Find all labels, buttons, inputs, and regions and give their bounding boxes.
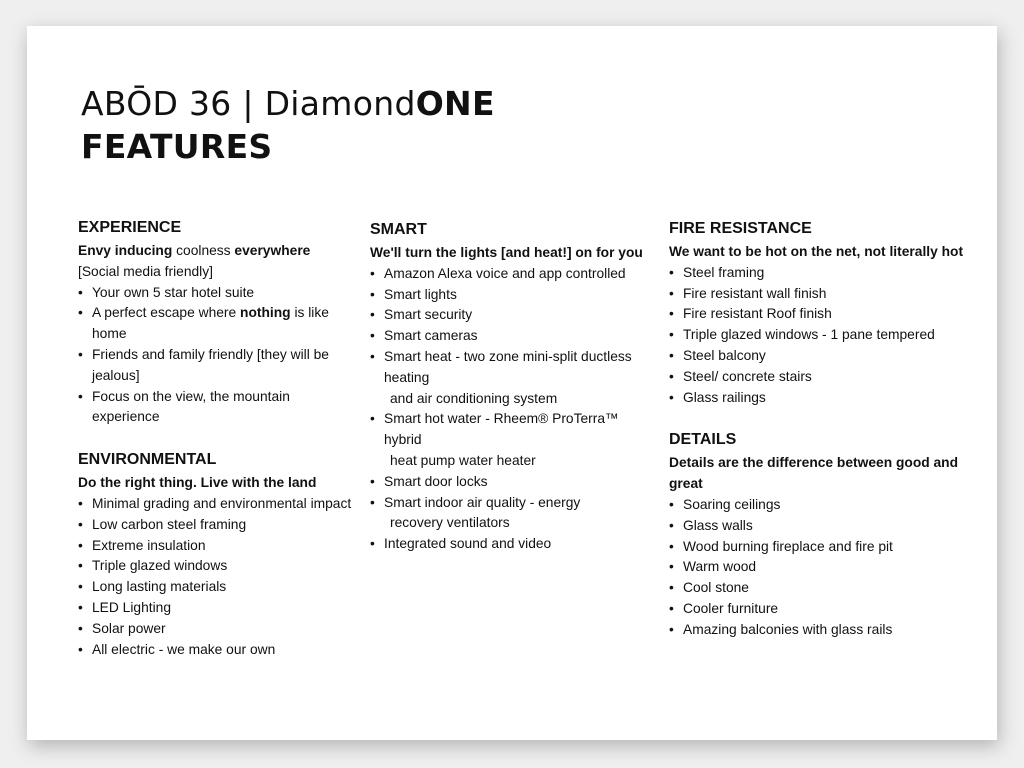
section-heading: SMART <box>370 221 427 238</box>
list-item: • Warm wood <box>669 557 969 578</box>
list-item: • Your own 5 star hotel suite <box>78 283 358 304</box>
list-item: • Triple glazed windows <box>78 556 358 577</box>
list-item: • Steel framing <box>669 263 969 284</box>
section-tagline: Details are the difference between good and great <box>669 455 959 492</box>
section-tagline <box>78 241 358 262</box>
list-item: • Focus on the view, the mountain experience <box>78 387 358 429</box>
item-text: A perfect escape where <box>92 305 241 321</box>
feature-list <box>370 264 660 555</box>
tagline-text: coolness <box>172 243 235 258</box>
column-right <box>669 218 969 641</box>
feature-list <box>669 263 969 409</box>
item-text: Smart hot water - Rheem® ProTerra™ hybrid <box>384 411 619 448</box>
section-tagline: We want to be hot on the net, not literally hot <box>669 244 964 259</box>
list-item: • Steel balcony <box>669 346 969 367</box>
section-smart <box>370 219 660 555</box>
section-tagline: We'll turn the lights [and heat!] on for you <box>370 245 643 260</box>
list-item: • Integrated sound and video <box>370 534 660 555</box>
list-item <box>370 347 660 409</box>
section-tagline-2: [Social media friendly] <box>78 263 213 279</box>
list-item: • Fire resistant wall finish <box>669 284 969 305</box>
list-item: • Smart lights <box>370 285 660 306</box>
feature-list <box>669 495 969 641</box>
list-item: • Friends and family friendly [they will be jealous] <box>78 345 358 387</box>
title-bold: ONE <box>415 84 495 123</box>
section-heading: DETAILS <box>669 431 737 449</box>
slide <box>27 26 997 740</box>
list-item <box>370 493 660 535</box>
section-heading: ENVIRONMENTAL <box>78 451 217 469</box>
item-continuation: heat pump water heater <box>390 452 536 468</box>
tagline-bold: Envy inducing <box>78 243 173 258</box>
item-bold: nothing <box>240 305 291 321</box>
list-item: • Wood burning fireplace and fire pit <box>669 537 969 558</box>
item-continuation: recovery ventilators <box>390 515 510 531</box>
item-text: is like home <box>92 305 329 342</box>
tagline-bold: everywhere <box>234 243 311 258</box>
list-item: • Triple glazed windows - 1 pane tempered <box>669 325 969 346</box>
list-item: • Smart cameras <box>370 326 660 347</box>
list-item: • All electric - we make our own <box>78 640 358 661</box>
section-heading: EXPERIENCE <box>78 219 182 236</box>
list-item: • Glass railings <box>669 388 969 409</box>
column-middle <box>370 219 660 555</box>
list-item: • Smart security <box>370 305 660 326</box>
section-heading: FIRE RESISTANCE <box>669 220 812 237</box>
feature-list <box>78 494 358 660</box>
item-text: Smart heat - two zone mini-split ductless heating <box>384 348 632 385</box>
list-item: • Smart door locks <box>370 472 660 493</box>
list-item: • Cooler furniture <box>669 599 969 620</box>
list-item: • Fire resistant Roof finish <box>669 304 969 325</box>
list-item: • Cool stone <box>669 578 969 599</box>
list-item: • Steel/ concrete stairs <box>669 367 969 388</box>
list-item: • Amazon Alexa voice and app controlled <box>370 264 660 285</box>
item-text: Smart indoor air quality - energy <box>384 494 581 510</box>
list-item <box>370 409 660 471</box>
list-item: • Glass walls <box>669 516 969 537</box>
list-item: • Long lasting materials <box>78 577 358 598</box>
item-continuation: and air conditioning system <box>390 390 558 406</box>
section-fire-resistance <box>669 218 969 408</box>
list-item: • LED Lighting <box>78 598 358 619</box>
list-item <box>78 303 358 345</box>
list-item: • Low carbon steel framing <box>78 515 358 536</box>
section-tagline: Do the right thing. Live with the land <box>78 475 317 491</box>
list-item: • Solar power <box>78 619 358 640</box>
list-item: • Amazing balconies with glass rails <box>669 620 969 641</box>
feature-list <box>78 283 358 429</box>
section-details <box>669 429 969 640</box>
page-subtitle: FEATURES <box>81 127 273 166</box>
list-item: • Soaring ceilings <box>669 495 969 516</box>
list-item: • Minimal grading and environmental impact <box>78 494 358 515</box>
page-title <box>81 84 495 124</box>
list-item: • Extreme insulation <box>78 536 358 557</box>
section-environmental <box>78 449 358 660</box>
column-left <box>78 217 358 660</box>
section-experience <box>78 217 358 428</box>
title-prefix: ABŌD 36 | Diamond <box>81 84 416 123</box>
